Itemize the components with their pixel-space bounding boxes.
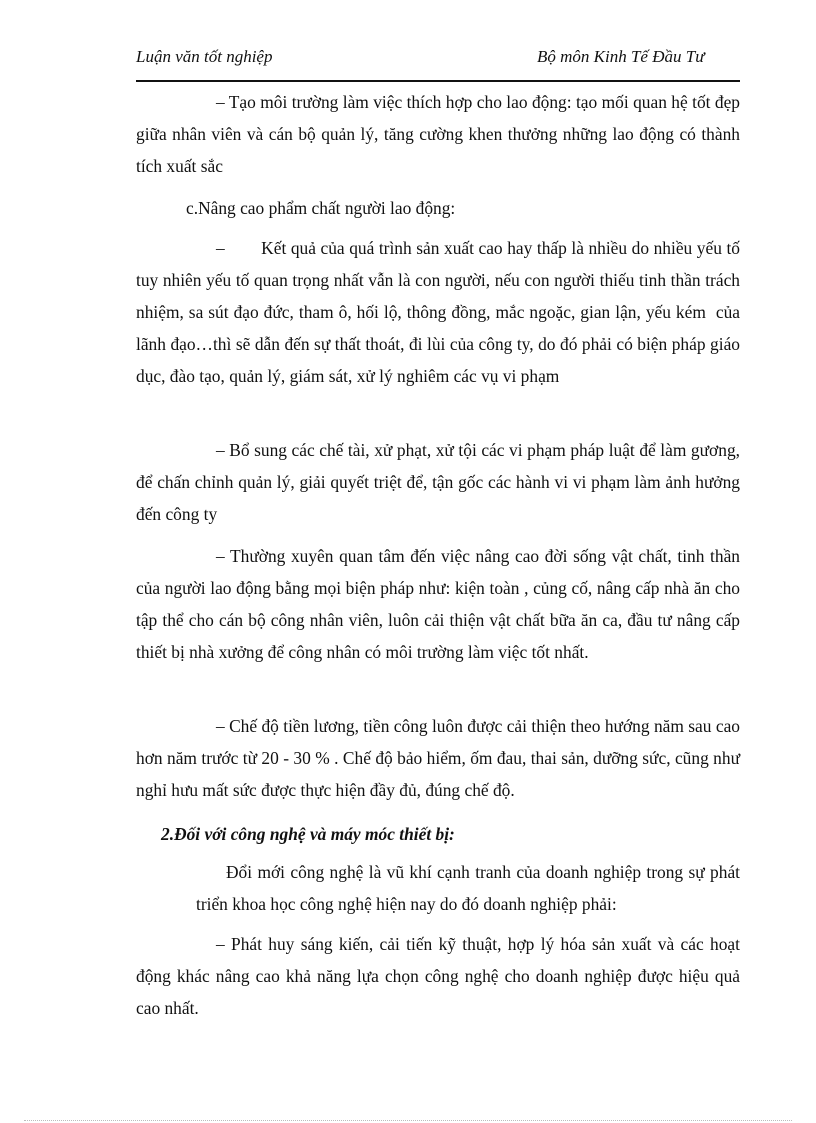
paragraph-living-standards: – Thường xuyên quan tâm đến việc nâng cao đời sống vật chất, tinh thần của người lao động bằng mọi biện pháp như: kiện toàn , củng cố, nâng cấp nhà ăn cho tập thể cho cán bộ công nhân viên, luôn cải thiện vật chất bữa ăn ca, đầu tư nâng cấp thiết bị nhà xưởng để công nhân có môi trường làm việc tốt nhất. (136, 546, 740, 662)
paragraph-working-environment: – Tạo môi trường làm việc thích hợp cho lao động: tạo mối quan hệ tốt đẹp giữa nhân viên và cán bộ quản lý, tăng cường khen thưởng những lao động có thành tích xuất sắc (136, 92, 740, 176)
page-header (0, 0, 816, 82)
paragraph-innovation: Đổi mới công nghệ là vũ khí cạnh tranh của doanh nghiệp trong sự phát triển khoa học công nghệ hiện nay do đó doanh nghiệp phải: (196, 862, 740, 914)
paragraph-sanctions: – Bổ sung các chế tài, xử phạt, xử tội các vi phạm pháp luật để làm gương, để chấn chỉnh quản lý, giải quyết triệt để, tận gốc các hành vi vi phạm làm ảnh hưởng đến công ty (136, 440, 740, 524)
heading-technology: 2.Đối với công nghệ và máy móc thiết bị: (161, 824, 455, 844)
paragraph-human-factor: – Kết quả của quá trình sản xuất cao hay thấp là nhiều do nhiều yếu tố tuy nhiên yếu tố quan trọng nhất vẫn là con người, nếu con người thiếu tinh thần trách nhiệm, sa sút đạo đức, tham ô, hối lộ, thông đồng, mắc ngoặc, gian lận, yếu kém của lãnh đạo…thì sẽ dẫn đến sự thất thoát, đi lùi của công ty, do đó phải có biện pháp giáo dục, đào tạo, quản lý, giám sát, xử lý nghiêm các vụ vi phạm (136, 238, 745, 386)
header-right-title: Bộ môn Kinh Tế Đầu Tư (537, 47, 705, 66)
header-rule (136, 80, 740, 82)
header-left-title: Luận văn tốt nghiệp (136, 47, 273, 66)
paragraph-wages: – Chế độ tiền lương, tiền công luôn được cải thiện theo hướng năm sau cao hơn năm trước từ 20 - 30 % . Chế độ bảo hiểm, ốm đau, thai sản, dưỡng sức, cũng như nghỉ hưu mất sức được thực hiện đầy đủ, đúng chế độ. (136, 716, 740, 800)
paragraph-initiatives: – Phát huy sáng kiến, cải tiến kỹ thuật, hợp lý hóa sản xuất và các hoạt động khác nâng cao khả năng lựa chọn công nghệ cho doanh nghiệp được hiệu quả cao nhất. (136, 934, 740, 1018)
subheading-c: c.Nâng cao phẩm chất người lao động: (186, 198, 456, 218)
page-bottom-border (24, 1120, 792, 1121)
